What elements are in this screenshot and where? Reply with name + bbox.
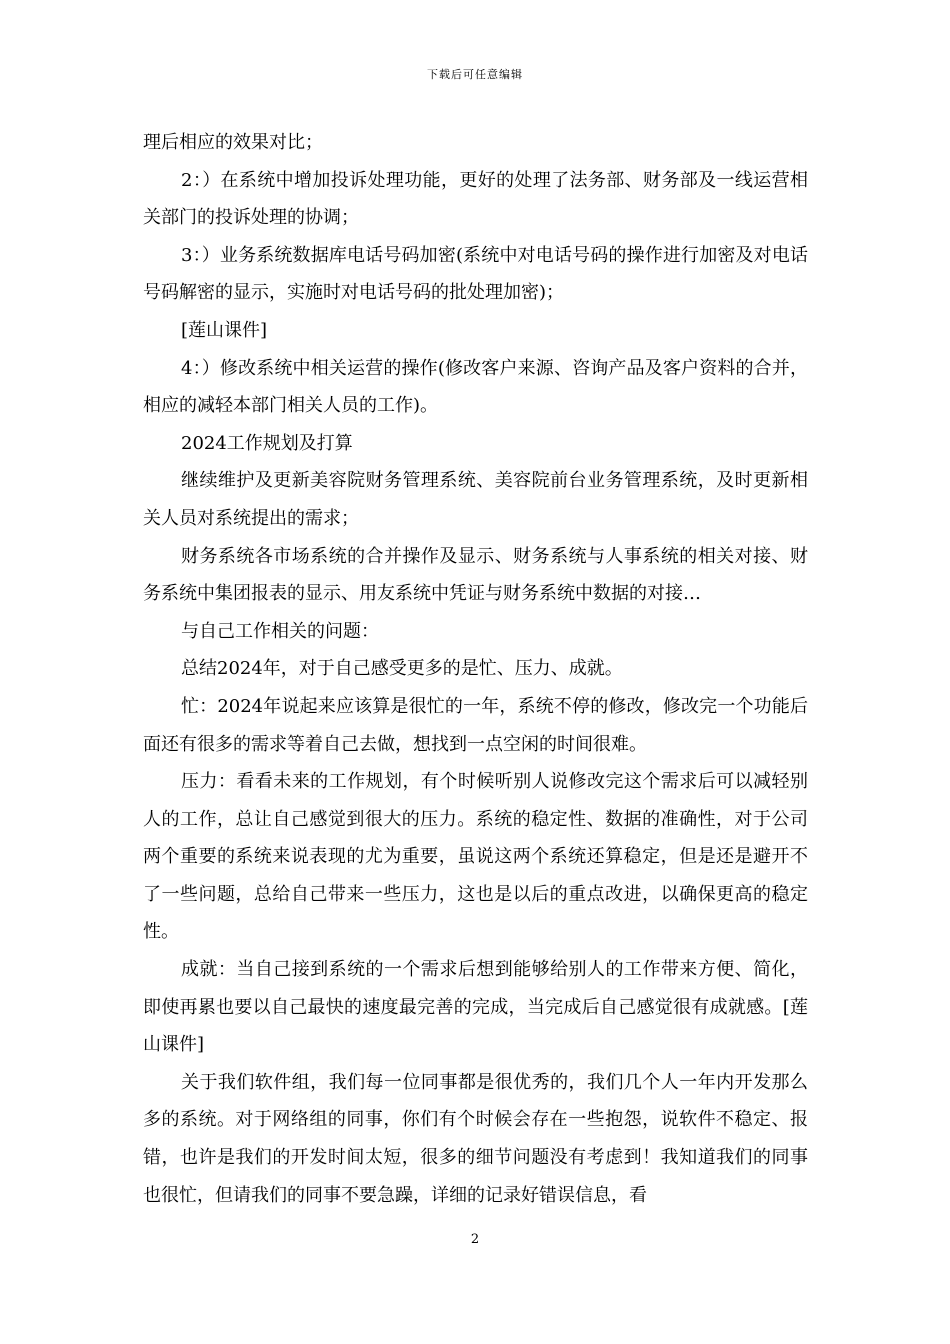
header-note: 下载后可任意编辑	[427, 68, 523, 81]
page-number: 2	[470, 1232, 480, 1247]
paragraph: 关于我们软件组，我们每一位同事都是很优秀的，我们几个人一年内开发那么多的系统。对于网络组的同事，你们有个时候会存在一些抱怨，说软件不稳定、报错，也许是我们的开发时间太短，很多的细节问题没有考虑到！我知道我们的同事也很忙，但请我们的同事不要急躁，详细的记录好错误信息，看	[143, 1071, 808, 1206]
paragraph: 财务系统各市场系统的合并操作及显示、财务系统与人事系统的相关对接、财务系统中集团报表的显示、用友系统中凭证与财务系统中数据的对接…	[143, 545, 808, 605]
section-heading: 2024工作规划及打算	[181, 432, 353, 454]
paragraph: 忙：2024年说起来应该算是很忙的一年，系统不停的修改，修改完一个功能后面还有很多的需求等着自己去做，想找到一点空闲的时间很难。	[143, 695, 808, 755]
paragraph: [莲山课件]	[181, 319, 268, 341]
paragraph: 2：）在系统中增加投诉处理功能，更好的处理了法务部、财务部及一线运营相关部门的投诉处理的协调；	[143, 169, 808, 229]
document-body	[143, 124, 808, 1214]
paragraph: 成就：当自己接到系统的一个需求后想到能够给别人的工作带来方便、简化，即使再累也要以自己最快的速度最完善的完成，当完成后自己感觉很有成就感。[莲山课件]	[143, 959, 808, 1056]
paragraph: 继续维护及更新美容院财务管理系统、美容院前台业务管理系统，及时更新相关人员对系统提出的需求；	[143, 470, 808, 529]
paragraph: 压力：看看未来的工作规划，有个时候听别人说修改完这个需求后可以减轻别人的工作，总让自己感觉到很大的压力。系统的稳定性、数据的准确性，对于公司两个重要的系统来说表现的尤为重要，虽说这两个系统还算稳定，但是还是避开不了一些问题，总给自己带来一些压力，这也是以后的重点改进，以确保更高的稳定性。	[143, 771, 808, 943]
paragraph: 4：）修改系统中相关运营的操作(修改客户来源、咨询产品及客户资料的合并，相应的减轻本部门相关人员的工作)。	[143, 357, 808, 417]
paragraph: 理后相应的效果对比；	[143, 132, 323, 153]
paragraph: 总结2024年，对于自己感受更多的是忙、压力、成就。	[181, 658, 623, 680]
paragraph: 3：）业务系统数据库电话号码加密(系统中对电话号码的操作进行加密及对电话号码解密的显示，实施时对电话号码的批处理加密)；	[143, 244, 808, 304]
paragraph: 与自己工作相关的问题：	[181, 620, 379, 642]
